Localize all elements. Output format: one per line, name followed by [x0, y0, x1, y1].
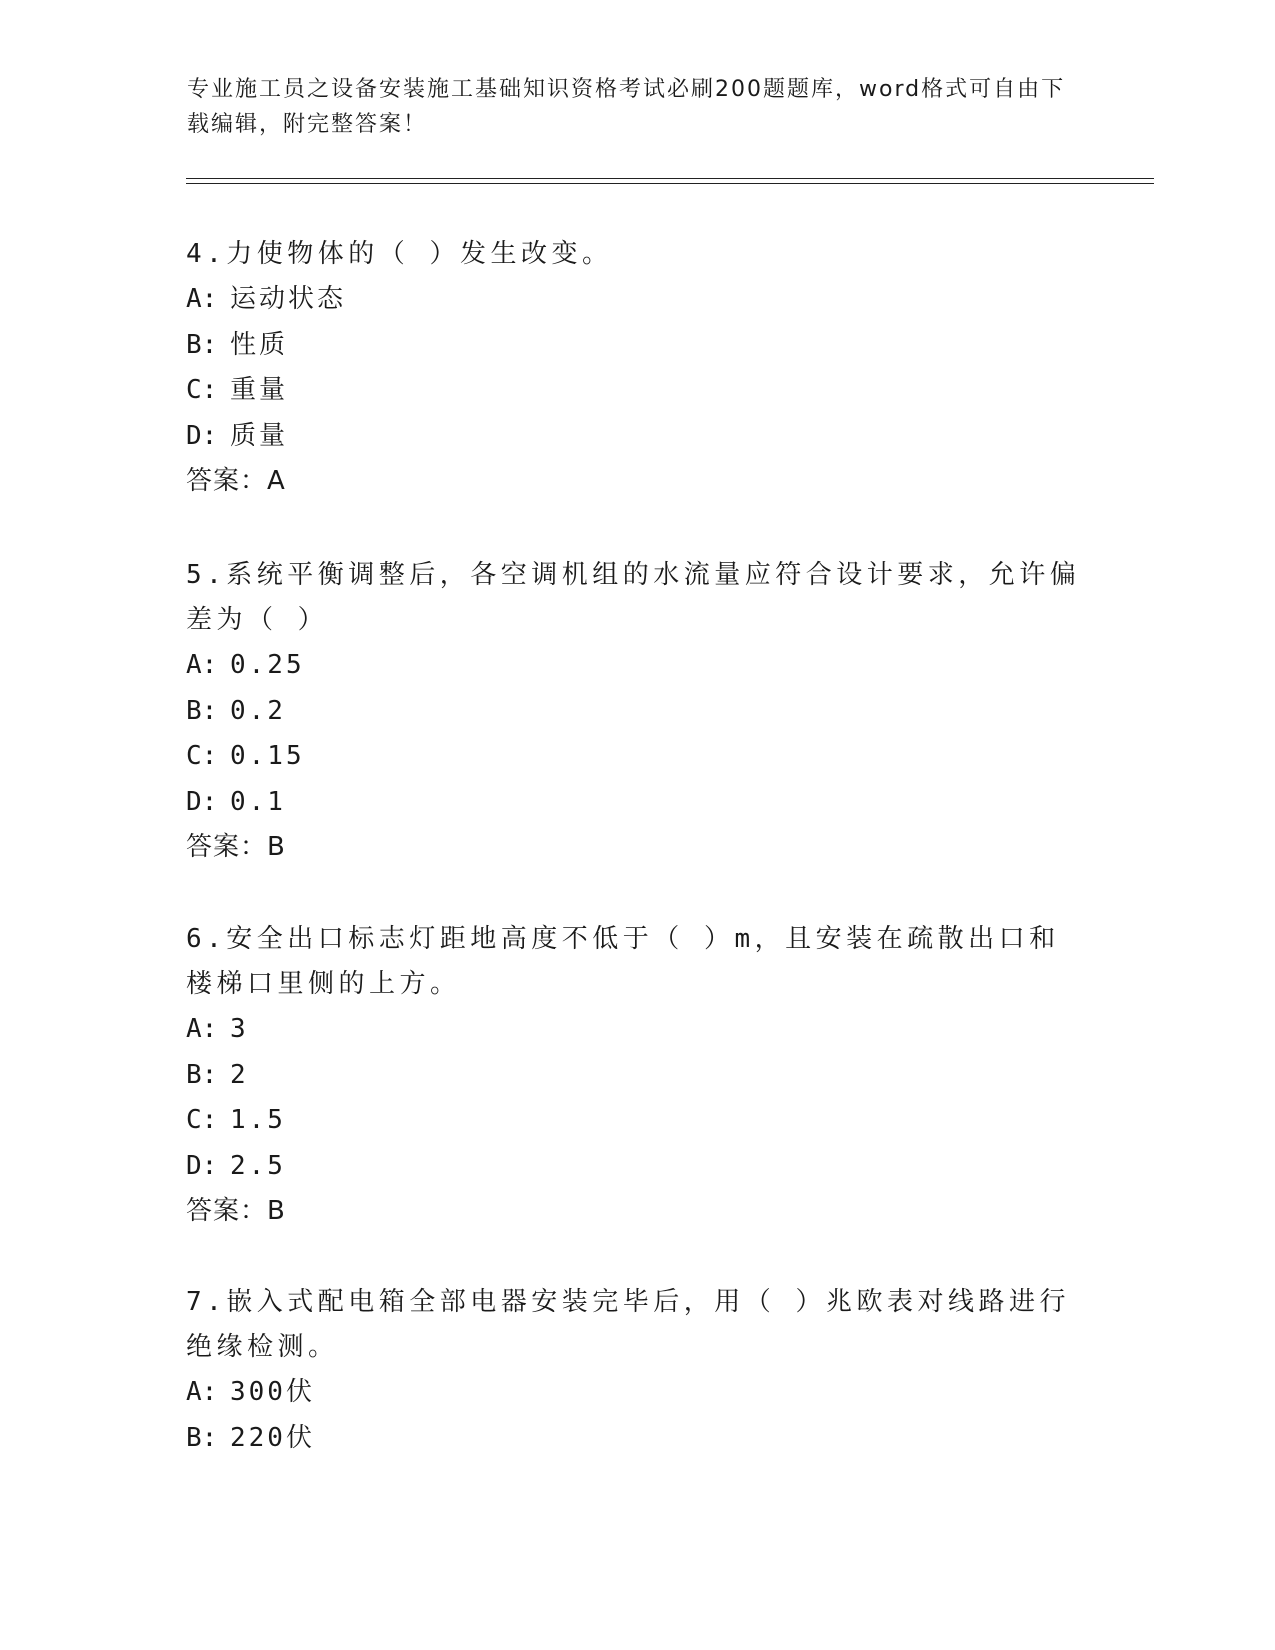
option-a	[186, 1007, 1086, 1053]
option-d	[186, 414, 1086, 460]
option-text: 0.2	[230, 695, 286, 726]
option-text: 2.5	[230, 1150, 286, 1181]
option-d	[186, 780, 1086, 826]
option-key: A:	[186, 1014, 218, 1044]
option-d	[186, 1144, 1086, 1190]
option-text: 重量	[230, 375, 289, 405]
answer-line: 答案：B	[186, 832, 286, 862]
option-key: C:	[186, 1105, 218, 1135]
option-key: D:	[186, 786, 218, 817]
option-a	[186, 643, 1086, 689]
option-text: 0.15	[230, 741, 305, 771]
option-text: 3	[230, 1014, 249, 1044]
option-text: 2	[230, 1059, 249, 1090]
option-text: 300伏	[230, 1377, 315, 1407]
question-block	[186, 1280, 1086, 1461]
option-key: B:	[186, 329, 218, 360]
option-key: B:	[186, 1422, 218, 1453]
option-a	[186, 1370, 1086, 1416]
option-b	[186, 1416, 1086, 1462]
option-c	[186, 368, 1086, 414]
option-b	[186, 323, 1086, 369]
question-block	[186, 553, 1086, 870]
option-key: D:	[186, 1150, 218, 1181]
option-text: 性质	[230, 329, 289, 360]
option-text: 220伏	[230, 1422, 315, 1453]
document-header: 专业施工员之设备安装施工基础知识资格考试必刷200题题库，word格式可自由下载编辑，附完整答案！	[187, 77, 1066, 137]
question-block	[186, 917, 1086, 1234]
question-stem: 4.力使物体的（ ）发生改变。	[186, 239, 613, 269]
option-key: C:	[186, 375, 218, 405]
option-key: A:	[186, 650, 218, 680]
question-block	[186, 232, 1086, 504]
option-text: 0.25	[230, 650, 305, 680]
question-stem: 5.系统平衡调整后，各空调机组的水流量应符合设计要求，允许偏差为（ ）	[186, 560, 1081, 635]
option-key: A:	[186, 284, 218, 314]
option-key: B:	[186, 1059, 218, 1090]
option-key: B:	[186, 695, 218, 726]
option-c	[186, 1098, 1086, 1144]
option-b	[186, 689, 1086, 735]
option-a	[186, 277, 1086, 323]
option-key: A:	[186, 1377, 218, 1407]
option-b	[186, 1053, 1086, 1099]
option-key: C:	[186, 741, 218, 771]
option-text: 0.1	[230, 786, 286, 817]
header-divider-top	[186, 178, 1154, 179]
option-text: 1.5	[230, 1105, 286, 1135]
option-key: D:	[186, 420, 218, 451]
answer-line: 答案：A	[186, 466, 286, 496]
question-stem: 6.安全出口标志灯距地高度不低于（ ）m，且安装在疏散出口和楼梯口里侧的上方。	[186, 924, 1060, 999]
option-c	[186, 734, 1086, 780]
question-stem: 7.嵌入式配电箱全部电器安装完毕后，用（ ）兆欧表对线路进行绝缘检测。	[186, 1287, 1070, 1362]
header-divider-bottom	[186, 183, 1154, 184]
answer-line: 答案：B	[186, 1196, 286, 1226]
option-text: 质量	[230, 420, 289, 451]
option-text: 运动状态	[230, 284, 347, 314]
